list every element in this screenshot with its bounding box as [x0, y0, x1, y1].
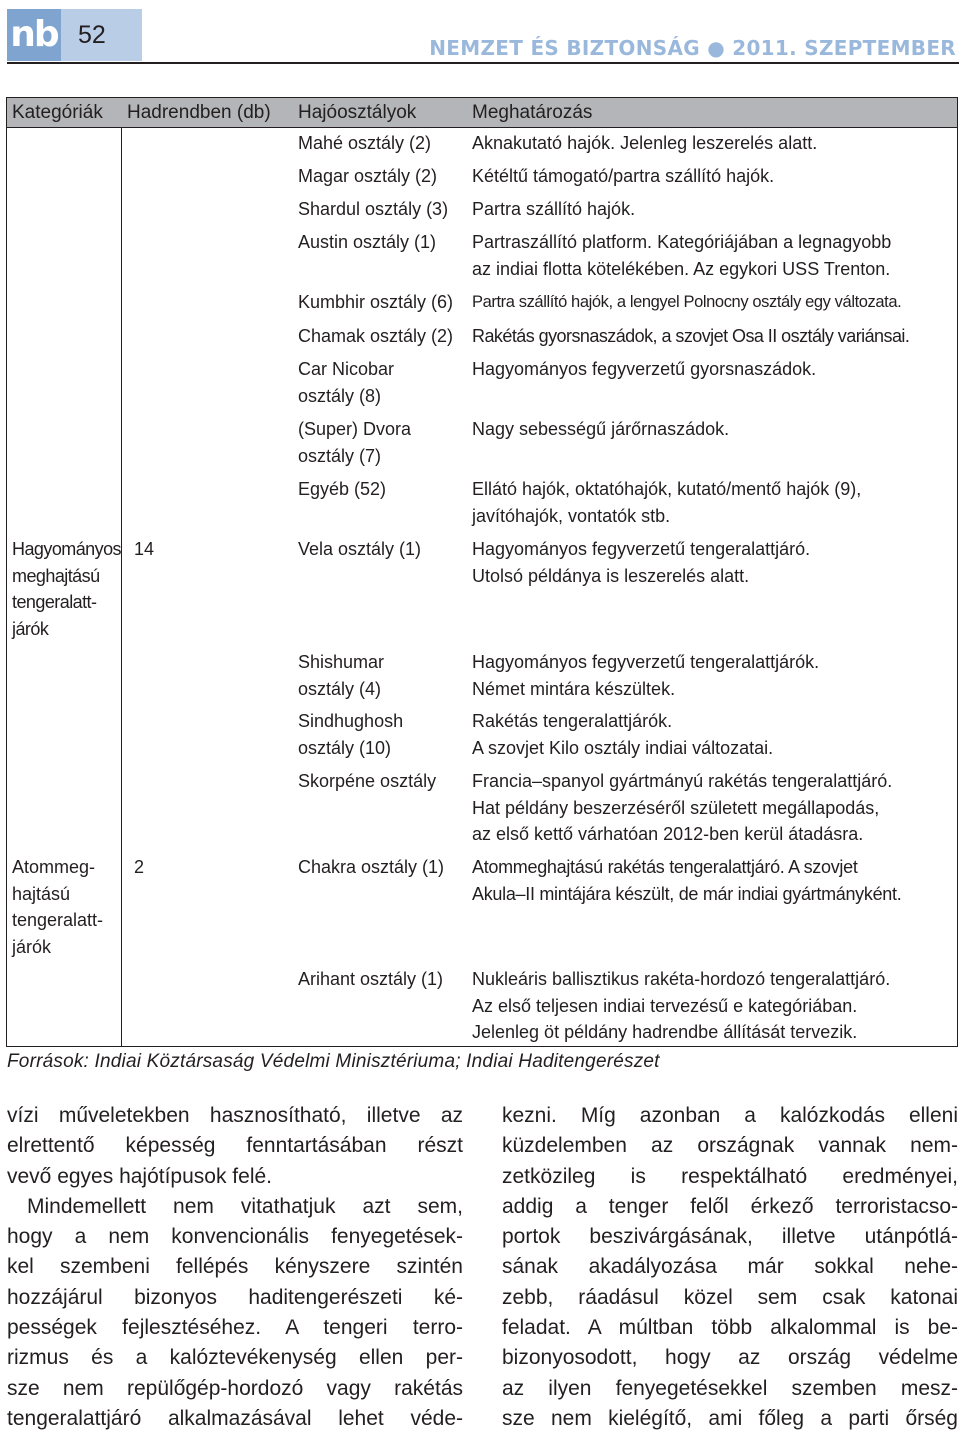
text-line: Mindemellett nem vitathatjuk azt sem, — [27, 1194, 463, 1218]
fleet-table — [6, 97, 958, 1047]
text-line: sának akadályozása már sokkal nehe- — [502, 1255, 958, 1279]
ship-class: Vela osztály (1) — [298, 539, 422, 559]
ship-class: Shardul osztály (3) — [298, 199, 449, 219]
text-line: portok beszivárgásának, illetve utánpótlá- — [502, 1225, 958, 1249]
text-line: hogy a nem konvencionális fenyegetések- — [7, 1225, 463, 1249]
column-header-in-service: Hadrendben (db) — [127, 102, 271, 123]
ship-description: Atommeghajtású rakétás tengeralattjáró. A szovjet Akula–II mintájára készült, de már indiai gyártmányként. — [472, 857, 902, 904]
ship-description: Ellátó hajók, oktatóhajók, kutató/mentő hajók (9), javítóhajók, vontatók stb. — [472, 479, 862, 526]
category-label: Hagyományos meghajtású tengeralatt- járók — [12, 539, 122, 639]
ship-description: Kétéltű támogató/partra szállító hajók. — [472, 166, 775, 186]
column-divider — [121, 128, 122, 1046]
ship-class: Shishumar osztály (4) — [298, 652, 385, 699]
text-line: vevő egyes hajótípusok felé. — [7, 1164, 273, 1188]
journal-title — [429, 36, 956, 60]
ship-class: Arihant osztály (1) — [298, 969, 444, 989]
in-service-count: 2 — [134, 857, 145, 877]
journal-name: NEMZET ÉS BIZTONSÁG — [429, 36, 700, 60]
ship-description: Aknakutató hajók. Jelenleg leszerelés alatt. — [472, 133, 818, 153]
text-line: elrettentő képesség fenntartásában részt — [7, 1134, 463, 1158]
ship-class: Skorpéne osztály — [298, 771, 437, 791]
page-number: 52 — [61, 9, 142, 61]
body-text-left-column — [7, 1101, 463, 1434]
text-line: hozzájárul bizonyos haditengerészeti ké- — [7, 1285, 463, 1309]
text-line: küzdelemben az országnak vannak nem- — [502, 1134, 958, 1158]
category-label: Atommeg- hajtású tengeralatt- járók — [12, 857, 104, 957]
text-line: bizonyosodott, hogy az ország védelme — [502, 1346, 958, 1370]
ship-description: Francia–spanyol gyártmányú rakétás tengeralattjáró. Hat példány beszerzéséről született megállapodás, az első kettő várhatóan 2012-ben kerül átadásra. — [472, 771, 893, 844]
text-line: kezni. Míg azonban a kalózkodás elleni — [502, 1104, 958, 1127]
ship-description: Rakétás gyorsnaszádok, a szovjet Osa II osztály variánsai. — [472, 326, 910, 346]
ship-description: Rakétás tengeralattjárók. A szovjet Kilo osztály indiai változatai. — [472, 711, 774, 758]
journal-issue: 2011. SZEPTEMBER — [732, 36, 956, 60]
bullet-separator: ● — [707, 36, 725, 60]
ship-description: Partra szállító hajók, a lengyel Polnocny osztály egy változata. — [472, 293, 902, 311]
ship-class: Car Nicobar osztály (8) — [298, 359, 395, 406]
text-line: vízi műveletekben hasznosítható, illetve az — [7, 1104, 463, 1127]
journal-logo: nb — [7, 9, 61, 61]
text-line: feladat. A múltban több alkalommal is be- — [502, 1316, 958, 1340]
ship-description: Hagyományos fegyverzetű gyorsnaszádok. — [472, 359, 817, 379]
ship-class: (Super) Dvora osztály (7) — [298, 419, 412, 466]
text-line: rizmus és a kalóztevékenység ellen per- — [7, 1346, 463, 1370]
ship-description: Nagy sebességű járőrnaszádok. — [472, 419, 730, 439]
text-line: zebb, ráadásul közel sem csak katonai — [502, 1285, 958, 1309]
ship-class: Mahé osztály (2) — [298, 133, 432, 153]
body-text-right-column — [502, 1101, 958, 1434]
text-line: az ilyen fenyegetésekkel szemben mesz- — [502, 1376, 958, 1400]
ship-description: Partra szállító hajók. — [472, 199, 636, 219]
page-header — [0, 0, 960, 70]
ship-class: Egyéb (52) — [298, 479, 387, 499]
ship-class: Magar osztály (2) — [298, 166, 438, 186]
ship-class: Austin osztály (1) — [298, 232, 437, 252]
ship-description: Nukleáris ballisztikus rakéta-hordozó tengeralattjáró. Az első teljesen indiai tervezésű e kategóriában. Jelenleg öt példány hadrendbe állítását tervezik. — [472, 969, 891, 1042]
ship-class: Sindhughosh osztály (10) — [298, 711, 404, 758]
ship-description: Partraszállító platform. Kategóriájában a legnagyobb az indiai flotta kötelékében. Az egykori USS Trenton. — [472, 232, 892, 279]
in-service-count: 14 — [134, 539, 155, 559]
text-line: sze nem repülőgép-hordozó vagy rakétás — [7, 1376, 463, 1400]
ship-description: Hagyományos fegyverzetű tengeralattjárók. Német mintára készültek. — [472, 652, 820, 699]
ship-class: Kumbhir osztály (6) — [298, 292, 454, 312]
ship-class: Chakra osztály (1) — [298, 857, 445, 877]
ship-class: Chamak osztály (2) — [298, 326, 454, 346]
text-line: kel szembeni fellépés kényszere szintén — [7, 1255, 463, 1279]
header-rule — [7, 62, 959, 64]
ship-description: Hagyományos fegyverzetű tengeralattjáró. Utolsó példánya is leszerelés alatt. — [472, 539, 811, 586]
text-line: zetközileg is respektálható eredményei, — [502, 1164, 958, 1188]
table-header — [7, 98, 957, 128]
text-line: pességek fejlesztéséhez. A tengeri terro- — [7, 1316, 463, 1340]
text-line: sze nem kielégítő, ami főleg a parti őrség — [502, 1406, 958, 1430]
table-source-note: Források: Indiai Köztársaság Védelmi Minisztériuma; Indiai Haditengerészet — [7, 1051, 660, 1072]
column-header-ship-classes: Hajóosztályok — [298, 102, 417, 123]
text-line: addig a tenger felől érkező terroristacso- — [502, 1194, 958, 1218]
column-header-categories: Kategóriák — [12, 102, 103, 123]
text-line: tengeralattjáró alkalmazásával lehet véde- — [7, 1406, 463, 1430]
column-header-definition: Meghatározás — [472, 102, 593, 123]
